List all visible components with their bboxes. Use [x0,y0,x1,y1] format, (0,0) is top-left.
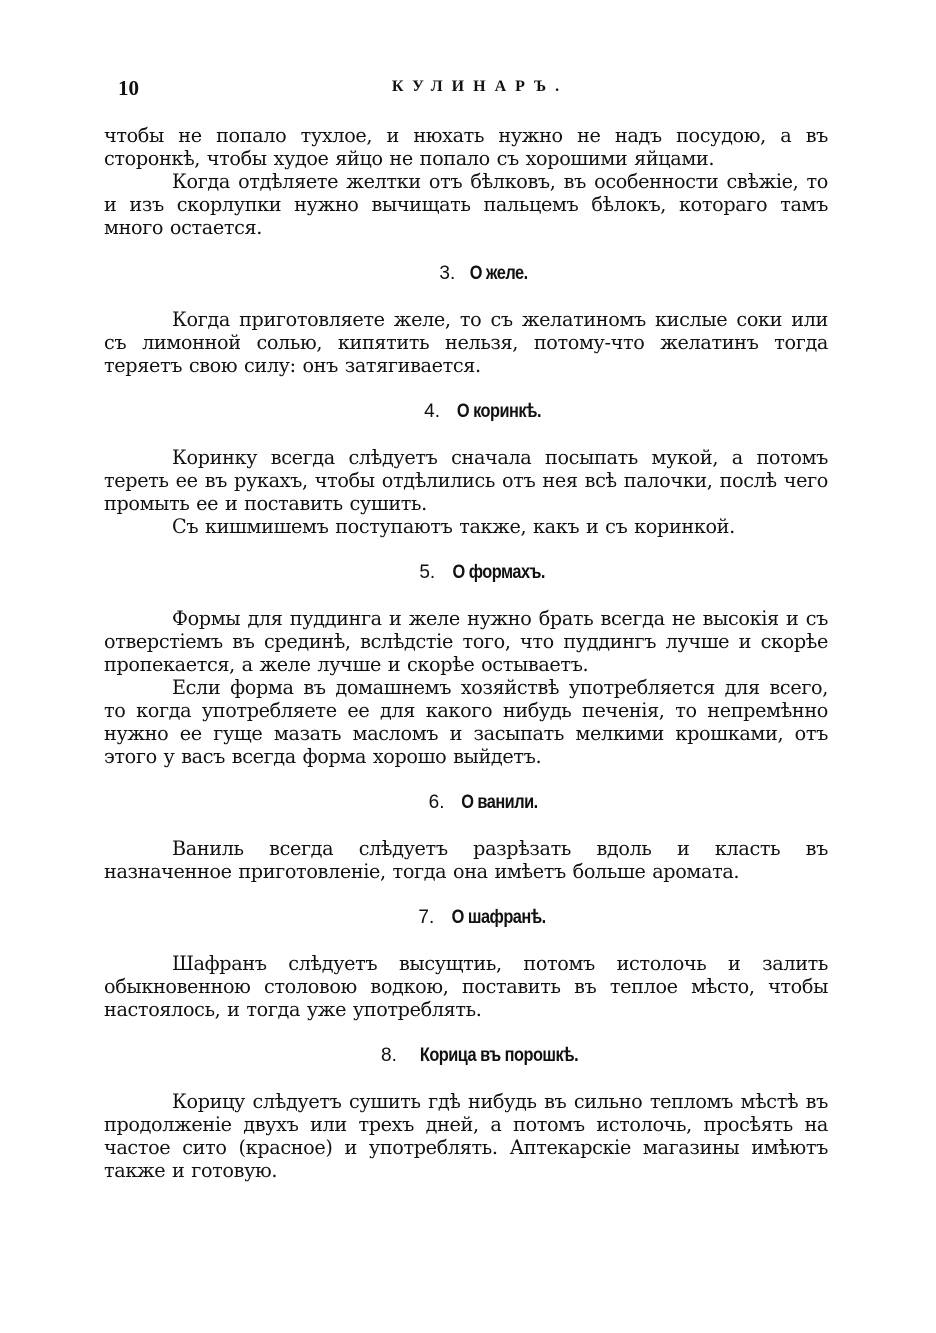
section-title: Корица въ порошкѣ. [419,1045,579,1066]
section-title: О ванили. [460,792,538,813]
section-heading-cinnamon [104,1044,828,1067]
paragraph: Когда отдѣляете желтки отъ бѣлковъ, въ особенности свѣжіе, то и изъ скорлупки нужно вычищать пальцемъ бѣлокъ, котораго тамъ много остается. [104,170,828,239]
section-title: О формахъ. [452,562,546,583]
page-body [104,124,828,1182]
paragraph: Съ кишмишемъ поступаютъ также, какъ и съ коринкой. [172,515,735,538]
paragraph: Корицу слѣдуетъ сушить гдѣ нибудь въ сильно тепломъ мѣстѣ въ продолженіе двухъ или трехъ дней, а потомъ истолочь, просѣять на частое сито (красное) и употреблять. Аптекарскіе магазины имѣютъ также и готовую. [104,1090,828,1182]
section-number: 4. [424,401,441,422]
section-number: 5. [419,562,436,583]
paragraph-continuation: чтобы не попало тухлое, и нюхать нужно не надъ посудою, а въ сторонкѣ, чтобы худое яйцо не попало съ хорошими яйцами. [104,124,828,170]
paragraph: Ваниль всегда слѣдуетъ разрѣзать вдоль и класть въ назначенное приготовленіе, тогда она имѣетъ больше аромата. [104,837,828,883]
running-head [118,76,830,102]
section-title: О желе. [469,263,528,284]
section-number: 6. [428,792,445,813]
page-number: 10 [118,76,139,100]
section-heading-vanilla [104,791,828,814]
section-heading-saffron [104,906,828,929]
paragraph: Если форма въ домашнемъ хозяйствѣ употребляется для всего, то когда употребляете ее для какого нибудь печенія, то непремѣнно нужно ее гуще мазать масломъ и засыпать мелкими крошками, отъ этого у васъ всегда форма хорошо выйдетъ. [104,676,828,768]
running-title: КУЛИНАРЪ. [391,78,569,95]
section-heading-molds [104,561,828,584]
section-heading-currants [104,400,828,423]
section-heading-jelly [104,262,828,285]
paragraph: Формы для пуддинга и желе нужно брать всегда не высокія и съ отверстіемъ въ срединѣ, вслѣдстіе того, что пуддингъ лучше и скорѣе пропекается, а желе лучше и скорѣе остываетъ. [104,607,828,676]
section-title: О шафранѣ. [451,907,546,928]
section-number: 7. [418,907,435,928]
section-number: 8. [381,1045,397,1066]
paragraph: Шафранъ слѣдуетъ высущтиь, потомъ истолочь и залить обыкновенною столовою водкою, поставить въ теплое мѣсто, чтобы настоялось, и тогда уже употреблять. [104,952,828,1021]
section-number: 3. [439,263,456,284]
section-title: О коринкѣ. [456,401,541,422]
paragraph: Когда приготовляете желе, то съ желатиномъ кислые соки или съ лимонной солью, кипятить нельзя, потому-что желатинъ тогда теряетъ свою силу: онъ затягивается. [104,308,828,377]
paragraph: Коринку всегда слѣдуетъ сначала посыпать мукой, а потомъ тереть ее въ рукахъ, чтобы отдѣлились отъ нея всѣ палочки, послѣ чего промыть ее и поставить сушить. [104,446,828,515]
